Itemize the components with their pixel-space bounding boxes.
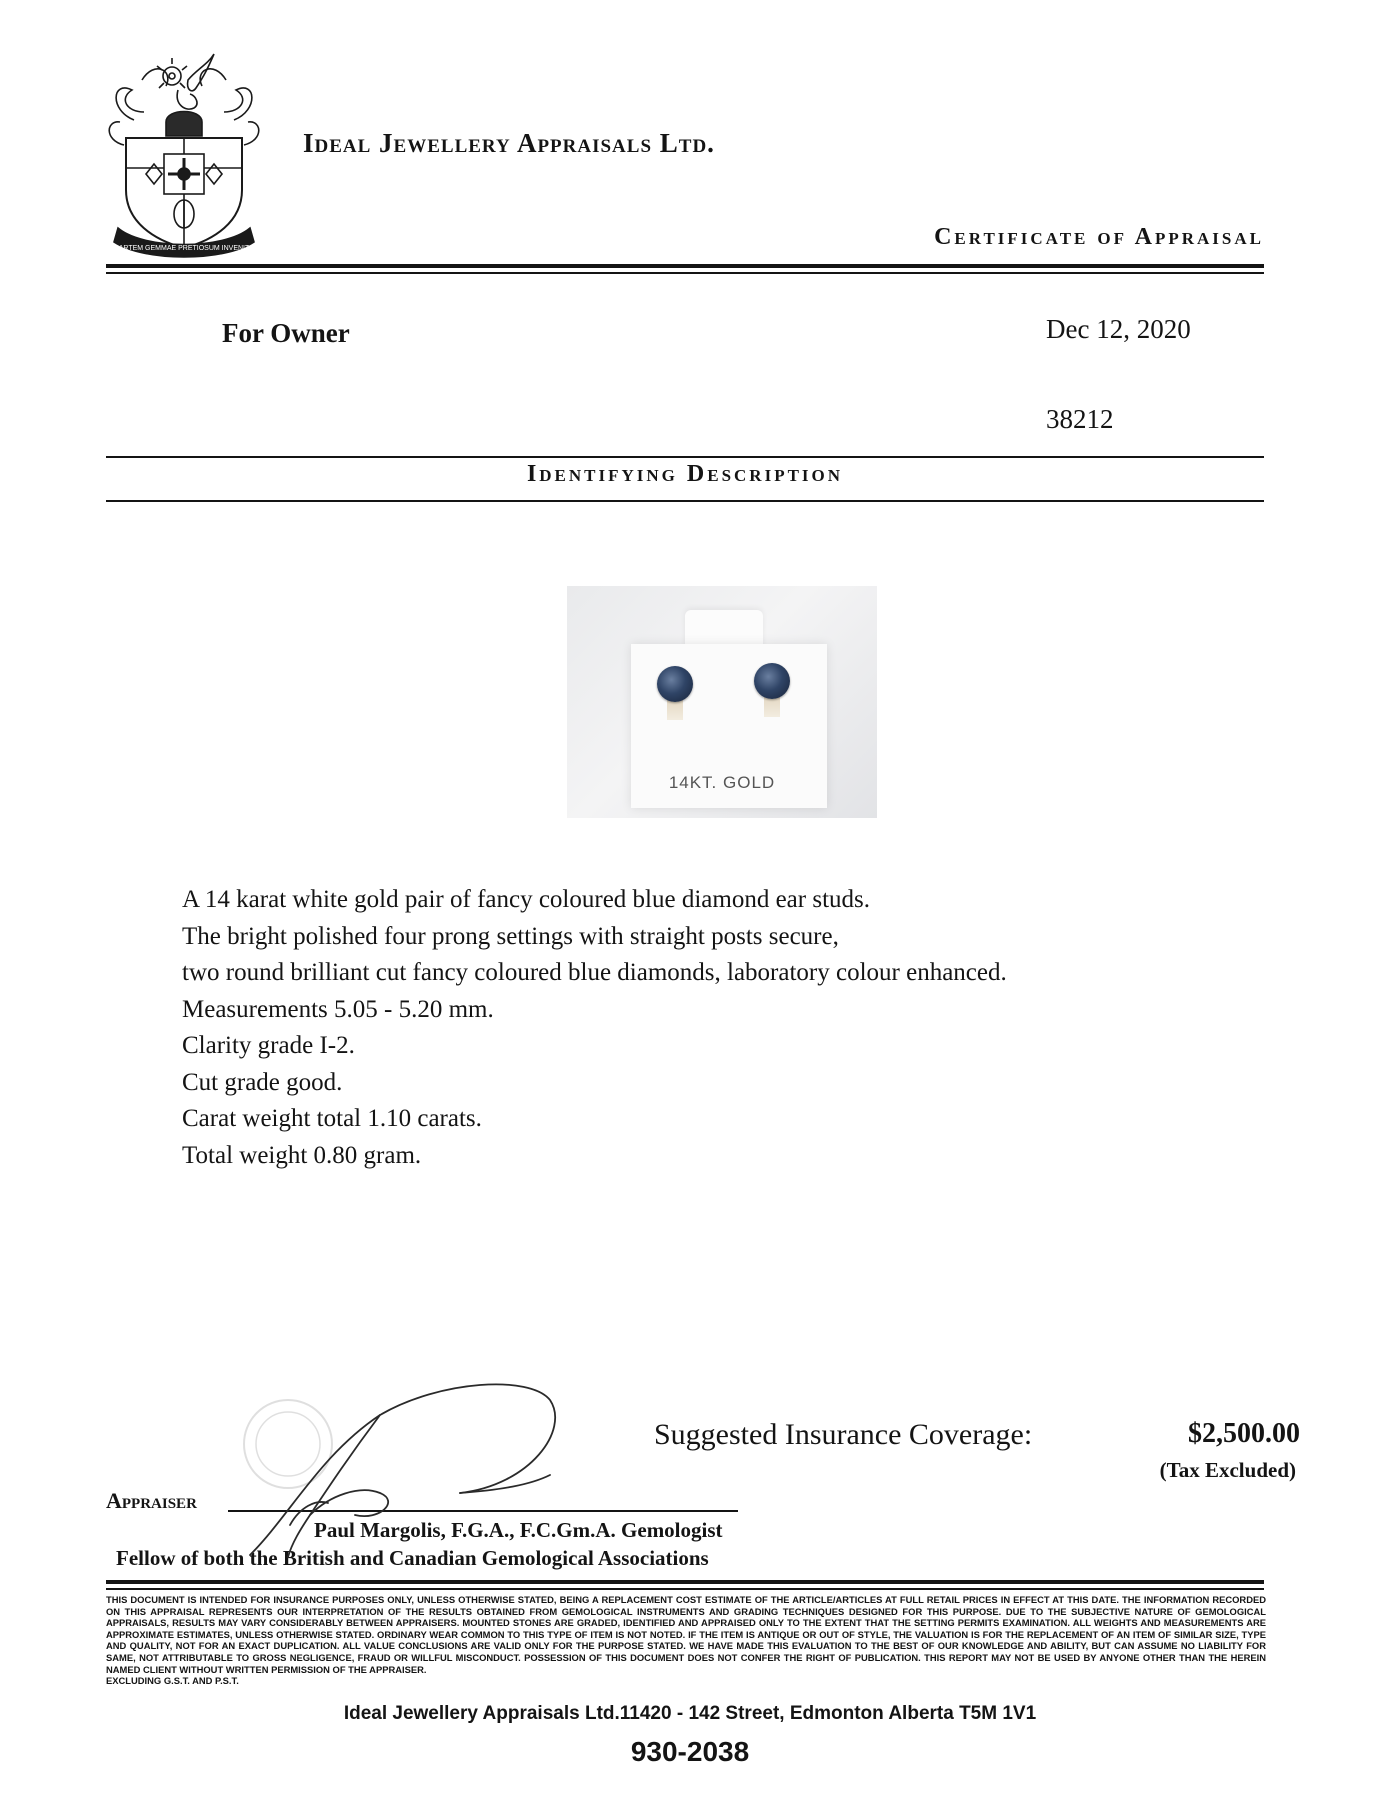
appraiser-label: Appraiser	[106, 1488, 197, 1513]
description-line: Clarity grade I-2.	[182, 1032, 355, 1059]
card-label: 14KT. GOLD	[668, 773, 776, 792]
insurance-coverage-amount: $2,500.00	[1188, 1418, 1300, 1449]
legal-disclaimer	[106, 1594, 1266, 1687]
document-title: Certificate of Appraisal	[934, 224, 1264, 250]
appraiser-name: Paul Margolis, F.G.A., F.C.Gm.A. Gemologist	[314, 1518, 723, 1542]
appraiser-fellowship: Fellow of both the British and Canadian Gemological Associations	[116, 1546, 709, 1570]
header-rule-thick	[106, 264, 1264, 268]
blue-diamond-right	[754, 663, 790, 699]
header-rule-thin	[106, 272, 1264, 274]
earrings-photo	[567, 586, 877, 818]
disclaimer-text: THIS DOCUMENT IS INTENDED FOR INSURANCE PURPOSES ONLY, UNLESS OTHERWISE STATED, BEING A REPLACEMENT COST ESTIMATE OF THE ARTICLE/ARTICLES AT FULL RETAIL PRICES IN EFFECT AT THIS DATE. THE INFORMATION RECORDED ON THIS APPRAISAL REPRESENTS OUR INTERPRETATION OF THE RESULTS OBTAINED FROM GEMOLOGICAL INSTRUMENTS AND GRADING TECHNIQUES DESIGNED FOR THIS PURPOSE. DUE TO THE SUBJECTIVE NATURE OF GEMOLOGICAL APPRAISALS, RESULTS MAY VARY CONSIDERABLY BETWEEN APPRAISERS. MOUNTED STONES ARE GRADED, IDENTIFIED AND APPRAISED ONLY TO THE EXTENT THAT THE SETTING PERMITS EXAMINATION. ALL WEIGHTS AND MEASUREMENTS ARE APPROXIMATE ESTIMATES, UNLESS OTHERWISE STATED. ORDINARY WEAR COMMON TO THIS TYPE OF ITEM IS NOT NOTED. IF THE ITEM IS ANTIQUE OR OUT OF STYLE, THE VALUATION IS FOR THE REPLACEMENT OF AN ITEM OF SIMILAR SIZE, TYPE AND QUALITY, NOT FOR AN EXACT DUPLICATION. ALL VALUE CONCLUSIONS ARE VALID ONLY FOR THE PURPOSE STATED. WE HAVE MADE THIS EVALUATION TO THE BEST OF OUR KNOWLEDGE AND ABILITY, BUT CAN ASSUME NO LIABILITY FOR SAME, NOT ATTRIBUTABLE TO GROSS NEGLIGENCE, FRAUD OR WILLFUL MISCONDUCT. POSSESSION OF THIS DOCUMENT DOES NOT CONFER THE RIGHT OF PUBLICATION. THIS REPORT MAY NOT BE USED BY ANYONE OTHER THAN THE HEREIN NAMED CLIENT WITHOUT WRITTEN PERMISSION OF THE APPRAISER.	[106, 1594, 1266, 1675]
blue-diamond-left	[657, 666, 693, 702]
tax-note: (Tax Excluded)	[1159, 1458, 1296, 1482]
description-line: two round brilliant cut fancy coloured blue diamonds, laboratory colour enhanced.	[182, 959, 1007, 986]
description-line: Measurements 5.05 - 5.20 mm.	[182, 995, 494, 1023]
crest-motto: ARTEM GEMMAE PRETIOSUM INVENIT	[118, 245, 250, 252]
description-line: A 14 karat white gold pair of fancy coloured blue diamond ear studs.	[182, 886, 871, 913]
appraisal-number: 38212	[1046, 404, 1114, 434]
company-name: Ideal Jewellery Appraisals Ltd.	[303, 128, 715, 158]
tax-exclusion-note: EXCLUDING G.S.T. AND P.S.T.	[106, 1675, 239, 1687]
insurance-coverage-label: Suggested Insurance Coverage:	[654, 1418, 1033, 1451]
section-rule-bottom	[106, 500, 1264, 502]
handwritten-signature-icon	[230, 1375, 600, 1565]
description-line: Total weight 0.80 gram.	[182, 1141, 422, 1169]
disclaimer-rule-thick	[106, 1580, 1264, 1584]
footer-phone: 930-2038	[630, 1736, 750, 1767]
disclaimer-rule-thin	[106, 1588, 1264, 1590]
appraisal-date: Dec 12, 2020	[1046, 314, 1191, 344]
description-line: Cut grade good.	[182, 1068, 343, 1096]
item-description	[182, 882, 1007, 1174]
section-title: Identifying Description	[526, 461, 844, 487]
section-rule-top	[106, 456, 1264, 458]
description-line: Carat weight total 1.10 carats.	[182, 1105, 482, 1132]
coat-of-arms-crest-icon	[104, 50, 264, 260]
owner-label: For Owner	[222, 318, 350, 348]
footer-address: Ideal Jewellery Appraisals Ltd.11420 - 142 Street, Edmonton Alberta T5M 1V1	[343, 1703, 1037, 1724]
description-line: The bright polished four prong settings with straight posts secure,	[182, 922, 839, 950]
